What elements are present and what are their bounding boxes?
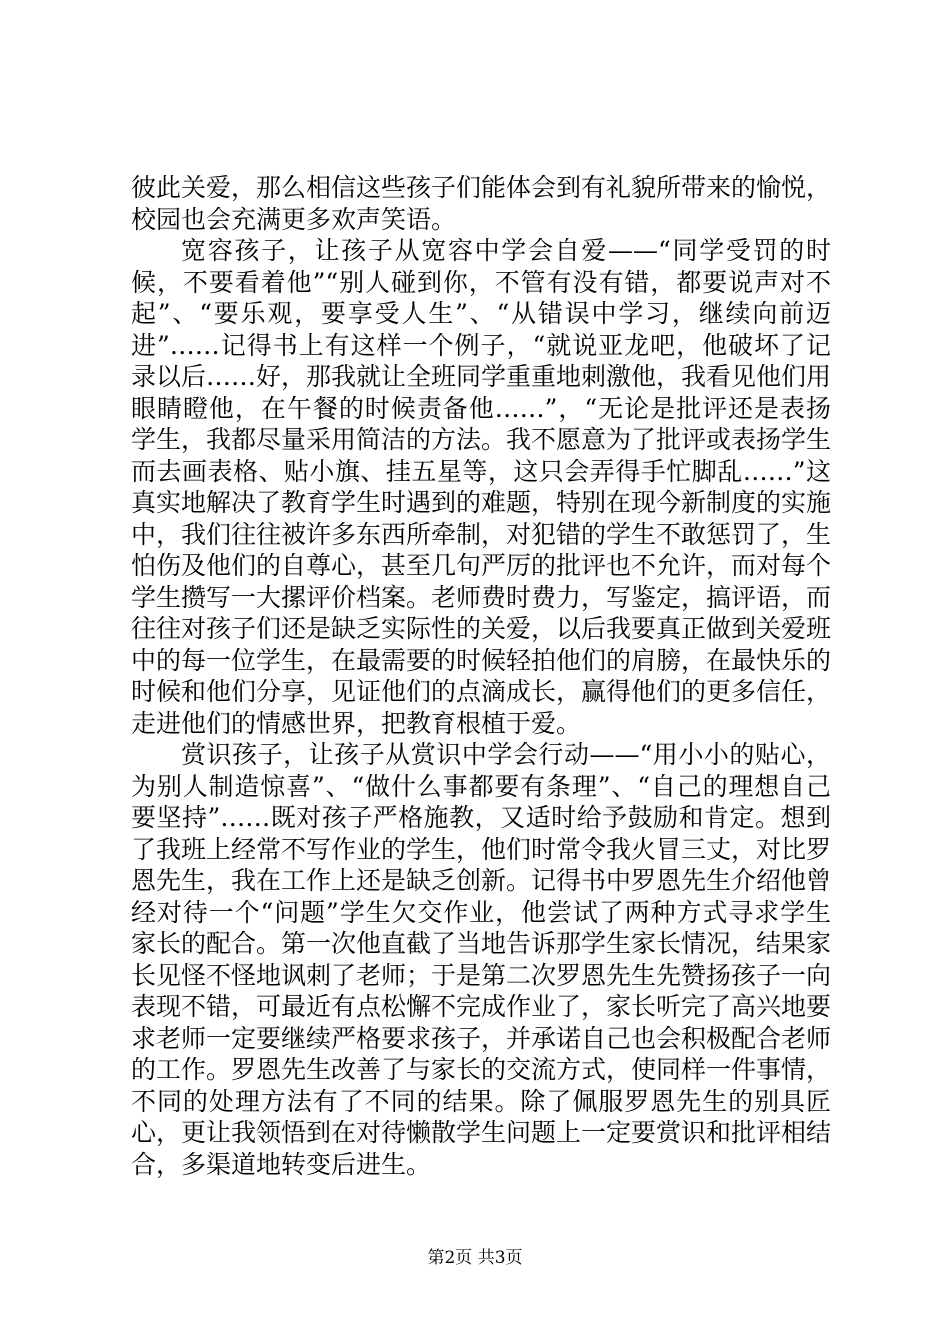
page-footer bbox=[0, 1247, 950, 1269]
paragraph-1: 彼此关爱，那么相信这些孩子们能体会到有礼貌所带来的愉悦，校园也会充满更多欢声笑语。 bbox=[131, 173, 832, 234]
paragraph-3: 赏识孩子，让孩子从赏识中学会行动——“用小小的贴心，为别人制造惊喜”、“做什么事都要有条理”、“自己的理想自己要坚持”……既对孩子严格施教，又适时给予鼓励和肯定。想到了我班上经常不写作业的学生，他们时常令我火冒三丈，对比罗恩先生，我在工作上还是缺乏创新。记得书中罗恩先生介绍他曾经对待一个“问题”学生欠交作业，他尝试了两种方式寻求学生家长的配合。第一次他直截了当地告诉那学生家长情况，结果家长见怪不怪地讽刺了老师；于是第二次罗恩先生先赞扬孩子一向表现不错，可最近有点松懈不完成作业了，家长听完了高兴地要求老师一定要继续严格要求孩子，并承诺自己也会积极配合老师的工作。罗恩先生改善了与家长的交流方式，使同样一件事情，不同的处理方法有了不同的结果。除了佩服罗恩先生的别具匠心，更让我领悟到在对待懒散学生问题上一定要赏识和批评相结合，多渠道地转变后进生。 bbox=[131, 740, 832, 1179]
page-number-label: 第2页 共3页 bbox=[427, 1248, 523, 1268]
document-body bbox=[131, 172, 831, 1180]
paragraph-2: 宽容孩子，让孩子从宽容中学会自爱——“同学受罚的时候，不要看着他”“别人碰到你，不管有没有错，都要说声对不起”、“要乐观，要享受人生”、“从错误中学习，继续向前迈进”……记得书上有这样一个例子，“就说亚龙吧，他破坏了记录以后……好，那我就让全班同学重重地刺激他，我看见他们用眼睛瞪他，在午餐的时候责备他……”，“无论是批评还是表扬学生，我都尽量采用简洁的方法。我不愿意为了批评或表扬学生而去画表格、贴小旗、挂五星等，这只会弄得手忙脚乱……”这真实地解决了教育学生时遇到的难题，特别在现今新制度的实施中，我们往往被许多东西所牵制，对犯错的学生不敢惩罚了，生怕伤及他们的自尊心，甚至几句严厉的批评也不允许，而对每个学生攒写一大摞评价档案。老师费时费力，写鉴定，搞评语，而往往对孩子们还是缺乏实际性的关爱，以后我要真正做到关爱班中的每一位学生，在最需要的时候轻拍他们的肩膀，在最快乐的时候和他们分享，见证他们的点滴成长，赢得他们的更多信任，走进他们的情感世界，把教育根植于爱。 bbox=[131, 236, 832, 738]
